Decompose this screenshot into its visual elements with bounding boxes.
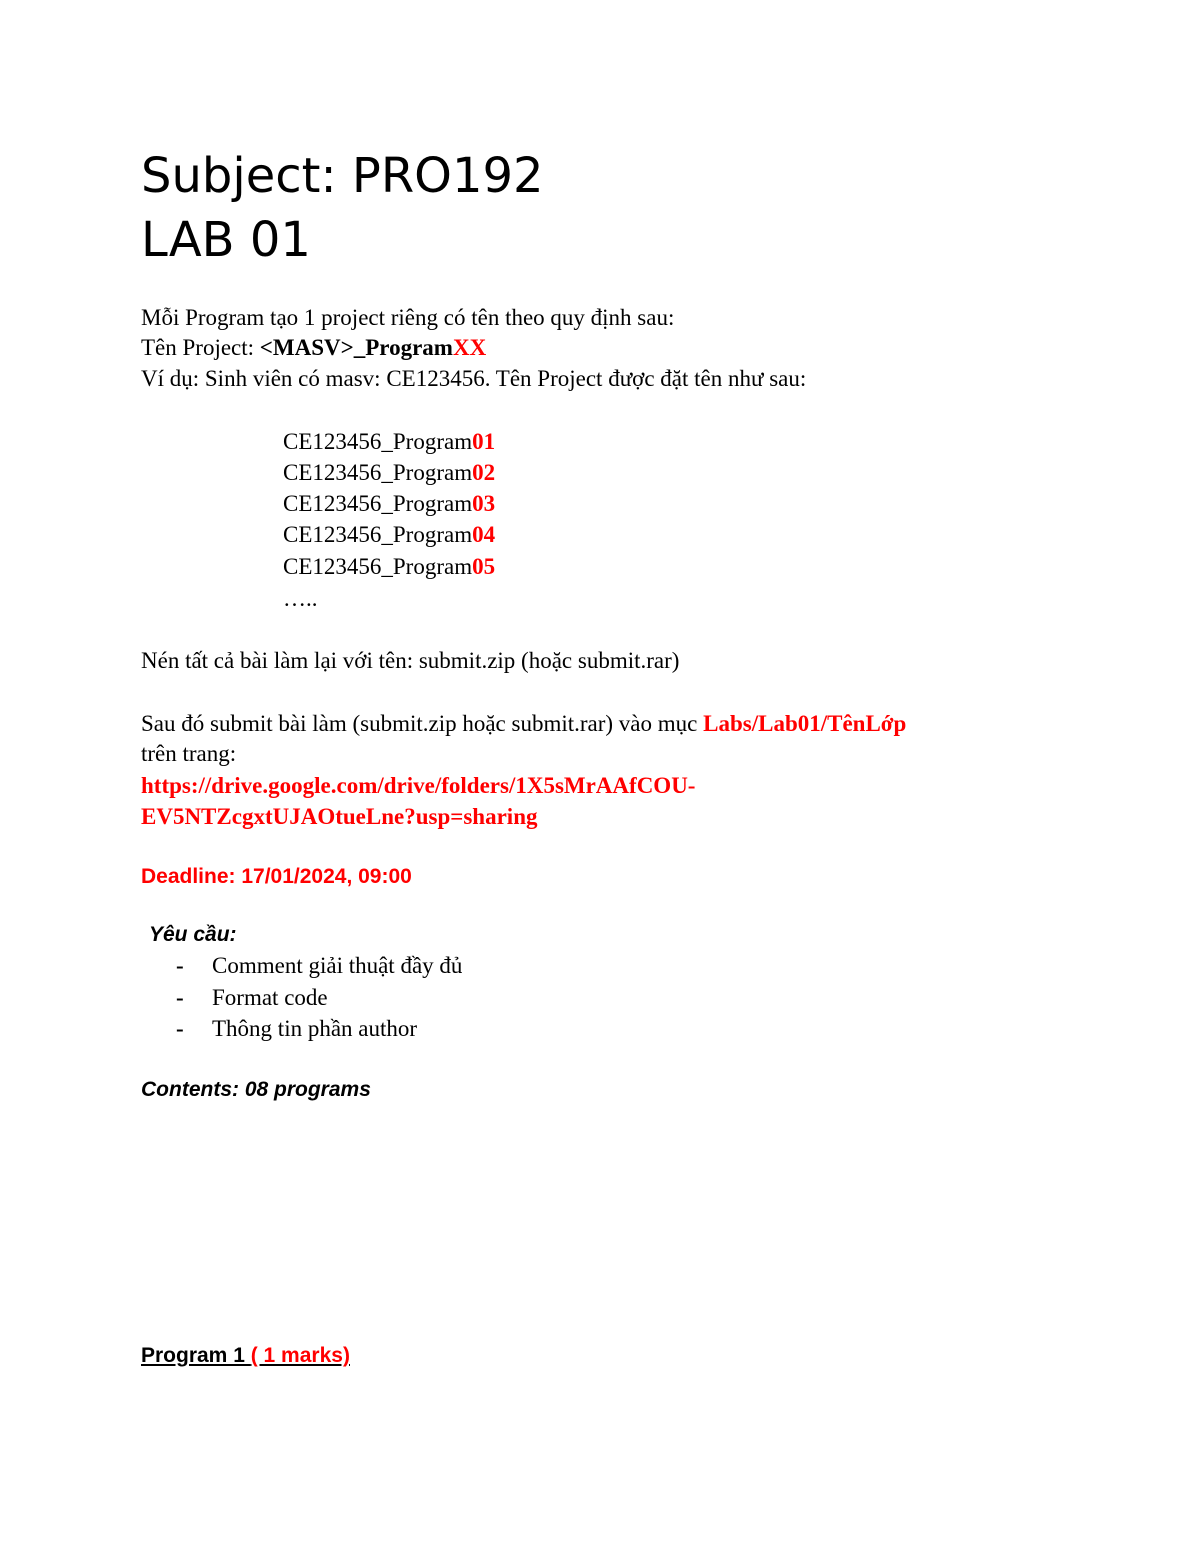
requirement-item: Comment giải thuật đầy đủ bbox=[212, 953, 463, 978]
example-prefix: CE123456_Program bbox=[283, 491, 473, 516]
example-number: 02 bbox=[472, 460, 496, 485]
drive-link-line-1[interactable]: https://drive.google.com/drive/folders/1X5sMrAAfCOU- bbox=[141, 773, 696, 798]
intro-line-1: Mỗi Program tạo 1 project riêng có tên theo quy định sau: bbox=[141, 305, 675, 330]
program-heading bbox=[141, 1342, 350, 1370]
compress-instruction: Nén tất cả bài làm lại với tên: submit.zip (hoặc submit.rar) bbox=[141, 648, 680, 673]
submit-on-page: trên trang: bbox=[141, 741, 237, 766]
deadline: Deadline: 17/01/2024, 09:00 bbox=[141, 865, 412, 888]
example-item bbox=[283, 458, 495, 488]
example-item bbox=[283, 427, 495, 457]
example-number: 05 bbox=[472, 554, 496, 579]
intro-line-3: Ví dụ: Sinh viên có masv: CE123456. Tên Project được đặt tên như sau: bbox=[141, 366, 807, 391]
example-number: 04 bbox=[472, 522, 496, 547]
program-marks: ( 1 marks) bbox=[250, 1344, 350, 1367]
example-item bbox=[283, 520, 495, 550]
project-name-pattern: <MASV>_Program bbox=[259, 335, 453, 360]
bullet-dash: - bbox=[176, 1016, 184, 1041]
example-ellipsis: ….. bbox=[283, 586, 318, 611]
subject-title: Subject: PRO192 bbox=[141, 148, 544, 204]
example-prefix: CE123456_Program bbox=[283, 429, 473, 454]
submit-instruction bbox=[141, 709, 906, 739]
example-prefix: CE123456_Program bbox=[283, 460, 473, 485]
example-item bbox=[283, 552, 495, 582]
project-name-prefix: Tên Project: bbox=[141, 335, 260, 360]
requirement-item: Thông tin phần author bbox=[212, 1016, 418, 1041]
lab-title: LAB 01 bbox=[141, 212, 311, 268]
drive-link-line-2[interactable]: EV5NTZcgxtUJAOtueLne?usp=sharing bbox=[141, 804, 538, 829]
bullet-dash: - bbox=[176, 985, 184, 1010]
contents-summary: Contents: 08 programs bbox=[141, 1078, 371, 1101]
submit-text: Sau đó submit bài làm (submit.zip hoặc submit.rar) vào mục bbox=[141, 711, 704, 736]
example-number: 03 bbox=[472, 491, 496, 516]
program-label: Program 1 bbox=[141, 1344, 251, 1367]
example-number: 01 bbox=[472, 429, 496, 454]
example-item bbox=[283, 489, 495, 519]
project-name-suffix: XX bbox=[452, 335, 487, 360]
intro-line-2 bbox=[141, 333, 486, 363]
bullet-dash: - bbox=[176, 953, 184, 978]
requirement-item: Format code bbox=[212, 985, 328, 1010]
example-prefix: CE123456_Program bbox=[283, 522, 473, 547]
example-prefix: CE123456_Program bbox=[283, 554, 473, 579]
submit-folder: Labs/Lab01/TênLớp bbox=[703, 711, 907, 736]
requirements-heading: Yêu cầu: bbox=[149, 923, 237, 946]
